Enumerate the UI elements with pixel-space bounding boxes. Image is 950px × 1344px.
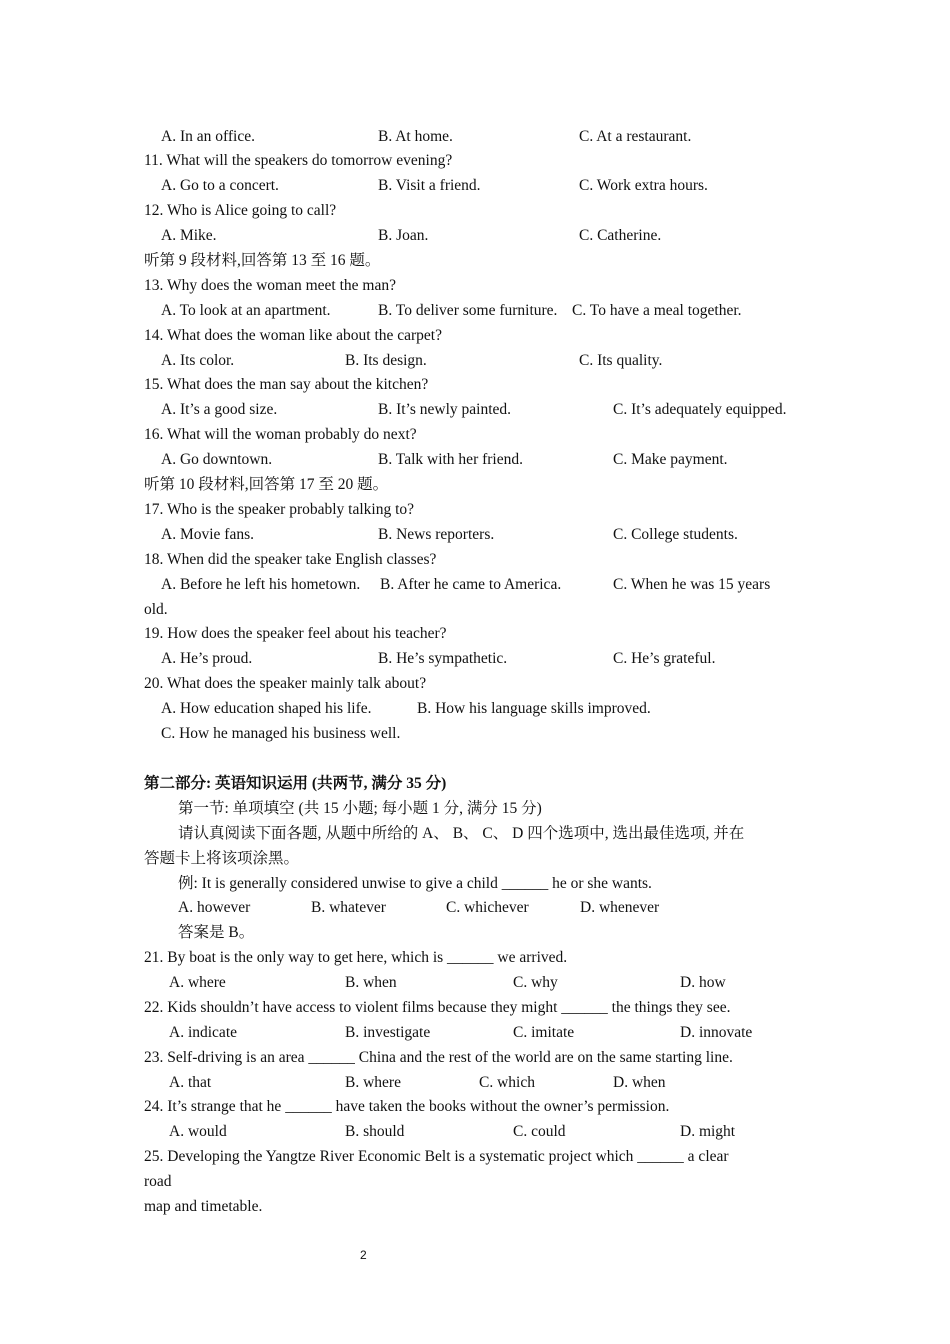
option-b: B. investigate	[345, 1024, 431, 1041]
example-option-b: B. whatever	[311, 899, 386, 916]
option-b: B. To deliver some furniture.	[378, 302, 558, 319]
question-stem: 21. By boat is the only way to get here, which is ______ we arrived.	[144, 949, 568, 966]
question-stem: 19. How does the speaker feel about his teacher?	[144, 625, 447, 642]
option-b: B. At home.	[378, 128, 453, 145]
option-a: A. It’s a good size.	[161, 401, 278, 418]
option-b: B. How his language skills improved.	[417, 700, 651, 717]
option-c: C. why	[513, 974, 558, 991]
option-a: A. Go to a concert.	[161, 177, 279, 194]
question-stem: 17. Who is the speaker probably talking to?	[144, 501, 415, 518]
option-a: A. To look at an apartment.	[161, 302, 331, 319]
instruction-line-2: 答题卡上将该项涂黑。	[144, 850, 300, 867]
option-b: B. It’s newly painted.	[378, 401, 512, 418]
option-c: C. When he was 15 years	[613, 576, 771, 593]
option-a: A. He’s proud.	[161, 650, 253, 667]
option-b: B. Its design.	[345, 352, 427, 369]
option-a: A. indicate	[169, 1024, 238, 1041]
example-option-d: D. whenever	[580, 899, 660, 916]
option-a: A. that	[169, 1074, 212, 1091]
question-stem: 18. When did the speaker take English classes?	[144, 551, 437, 568]
question-stem: 24. It’s strange that he ______ have taken the books without the owner’s permission.	[144, 1098, 670, 1115]
option-a: A. Mike.	[161, 227, 217, 244]
option-d: D. how	[680, 974, 726, 991]
question-stem: 22. Kids shouldn’t have access to violent films because they might ______ the things they see.	[144, 999, 731, 1016]
option-c: C. Make payment.	[613, 451, 728, 468]
option-c: C. College students.	[613, 526, 738, 543]
option-b: B. Talk with her friend.	[378, 451, 523, 468]
part-title: 第二部分: 英语知识运用 (共两节, 满分 35 分)	[144, 775, 447, 792]
option-b: B. He’s sympathetic.	[378, 650, 508, 667]
option-a: A. where	[169, 974, 226, 991]
question-stem-line-3: map and timetable.	[144, 1198, 263, 1215]
option-b: B. After he came to America.	[380, 576, 562, 593]
instruction-line-1: 请认真阅读下面各题, 从题中所给的 A、 B、 C、 D 四个选项中, 选出最佳选项, 并在	[178, 825, 745, 842]
option-a: A. would	[169, 1123, 227, 1140]
question-stem: 14. What does the woman like about the carpet?	[144, 327, 442, 344]
option-c-continued: old.	[144, 601, 168, 618]
question-stem: 16. What will the woman probably do next?	[144, 426, 417, 443]
question-stem: 11. What will the speakers do tomorrow evening?	[144, 152, 453, 169]
section-heading-10: 听第 10 段材料,回答第 17 至 20 题。	[144, 476, 389, 493]
option-c: C. How he managed his business well.	[161, 725, 401, 742]
question-stem: 23. Self-driving is an area ______ China and the rest of the world are on the same starting line.	[144, 1049, 733, 1066]
question-stem-line-2: road	[144, 1173, 172, 1190]
option-a: A. Go downtown.	[161, 451, 273, 468]
example-answer: 答案是 B。	[178, 924, 255, 941]
option-b: B. should	[345, 1123, 405, 1140]
question-stem: 12. Who is Alice going to call?	[144, 202, 337, 219]
option-b: B. where	[345, 1074, 401, 1091]
question-stem: 13. Why does the woman meet the man?	[144, 277, 396, 294]
option-c: C. At a restaurant.	[579, 128, 692, 145]
question-stem: 15. What does the man say about the kitchen?	[144, 376, 429, 393]
example-option-a: A. however	[178, 899, 251, 916]
option-c: C. which	[479, 1074, 535, 1091]
example-stem: 例: It is generally considered unwise to give a child ______ he or she wants.	[178, 875, 652, 892]
option-b: B. Joan.	[378, 227, 429, 244]
option-d: D. innovate	[680, 1024, 753, 1041]
option-a: A. Its color.	[161, 352, 235, 369]
section-subtitle: 第一节: 单项填空 (共 15 小题; 每小题 1 分, 满分 15 分)	[178, 800, 542, 817]
option-c: C. Its quality.	[579, 352, 663, 369]
question-stem: 25. Developing the Yangtze River Economic Belt is a systematic project which ______ a clear	[144, 1148, 729, 1165]
option-b: B. when	[345, 974, 397, 991]
example-option-c: C. whichever	[446, 899, 529, 916]
page-number: 2	[360, 1248, 367, 1262]
option-c: C. He’s grateful.	[613, 650, 716, 667]
option-d: D. when	[613, 1074, 666, 1091]
option-c: C. Catherine.	[579, 227, 662, 244]
option-c: C. It’s adequately equipped.	[613, 401, 787, 418]
option-b: B. News reporters.	[378, 526, 495, 543]
option-c: C. could	[513, 1123, 566, 1140]
option-d: D. might	[680, 1123, 736, 1140]
question-stem: 20. What does the speaker mainly talk about?	[144, 675, 427, 692]
option-a: A. In an office.	[161, 128, 255, 145]
option-c: C. imitate	[513, 1024, 575, 1041]
option-a: A. How education shaped his life.	[161, 700, 372, 717]
option-a: A. Movie fans.	[161, 526, 254, 543]
option-c: C. Work extra hours.	[579, 177, 708, 194]
option-b: B. Visit a friend.	[378, 177, 481, 194]
option-c: C. To have a meal together.	[572, 302, 742, 319]
option-a: A. Before he left his hometown.	[161, 576, 361, 593]
section-heading-9: 听第 9 段材料,回答第 13 至 16 题。	[144, 252, 381, 269]
